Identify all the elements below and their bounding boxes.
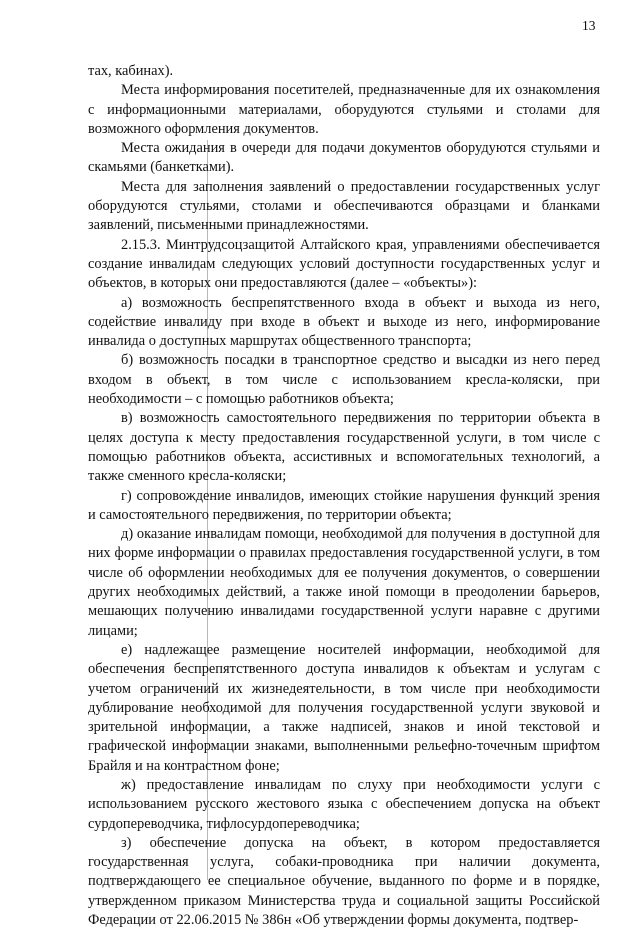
paragraph-waiting-places: Места ожидания в очереди для подачи документов оборудуются стульями и скамьями (банкетками).	[88, 140, 600, 176]
list-item-e: е) надлежащее размещение носителей информации, необходимой для обеспечения беспрепятственного доступа инвалидов к объектам и услугам с учетом ограничений их жизнедеятельности, в том числе при необходимости дублирование необходимой для получения государственной услуги звуковой и зрительной информации, а также надписей, знаков и иной текстовой и графической информации знаками, выполненными рельефно-точечным шрифтом Брайля и на контрастном фоне;	[88, 641, 600, 774]
list-item-z: з) обеспечение допуска на объект, в котором предоставляется государственная услуга, собаки-проводника при наличии документа, подтверждающего ее специальное обучение, выданного по форме и в порядке, утвержденном приказом Министерства труда и социальной защиты Российской Федерации от 22.06.2015 № 386н «Об утверждении формы документа, подтвер-	[88, 834, 600, 929]
list-item-g: г) сопровождение инвалидов, имеющих стойкие нарушения функций зрения и самостоятельного передвижения, по территории объекта;	[88, 487, 600, 523]
list-item-d: д) оказание инвалидам помощи, необходимой для получения в доступной для них форме информации о правилах предоставления государственной услуги, в том числе об оформлении необходимых для ее получения документов, о совершении других необходимых действий, а также иной помощи в преодолении барьеров, мешающих получению инвалидами государственной услуги наравне с другими лицами;	[88, 526, 600, 639]
page-number: 13	[582, 18, 596, 33]
list-item-zh: ж) предоставление инвалидам по слуху при необходимости услуги с использованием русского жестового языка с обеспечением допуска на объект сурдопереводчика, тифлосурдопереводчика;	[88, 776, 600, 832]
paragraph-continuation: тах, кабинах).	[88, 63, 174, 79]
paragraph-information-places: Места информирования посетителей, предназначенные для их ознакомления с информационными материалами, оборудуются стульями и столами для возможного оформления документов.	[88, 82, 600, 137]
paragraph-2-15-3: 2.15.3. Минтрудсоцзащитой Алтайского края, управлениями обеспечивается создание инвалидам следующих условий доступности государственных услуг и объектов, в которых они предоставляются (далее – «объекты»):	[88, 236, 600, 292]
list-item-b: б) возможность посадки в транспортное средство и высадки из него перед входом в объект, в том числе с использованием кресла-коляски, при необходимости – с помощью работников объекта;	[88, 352, 600, 408]
list-item-v: в) возможность самостоятельного передвижения по территории объекта в целях доступа к месту предоставления государственной услуги, в том числе с помощью работников объекта, ассистивных и вспомогательных технологий, а также сменного кресла-коляски;	[88, 410, 600, 485]
paragraph-application-places: Места для заполнения заявлений о предоставлении государственных услуг оборудуются стульями, столами и обеспечиваются образцами и бланками заявлений, письменными принадлежностями.	[88, 178, 600, 234]
document-body	[88, 62, 600, 930]
list-item-a: а) возможность беспрепятственного входа в объект и выхода из него, содействие инвалиду при входе в объект и выходе из него, информирование инвалида о доступных маршрутах общественного транспорта;	[88, 294, 600, 350]
